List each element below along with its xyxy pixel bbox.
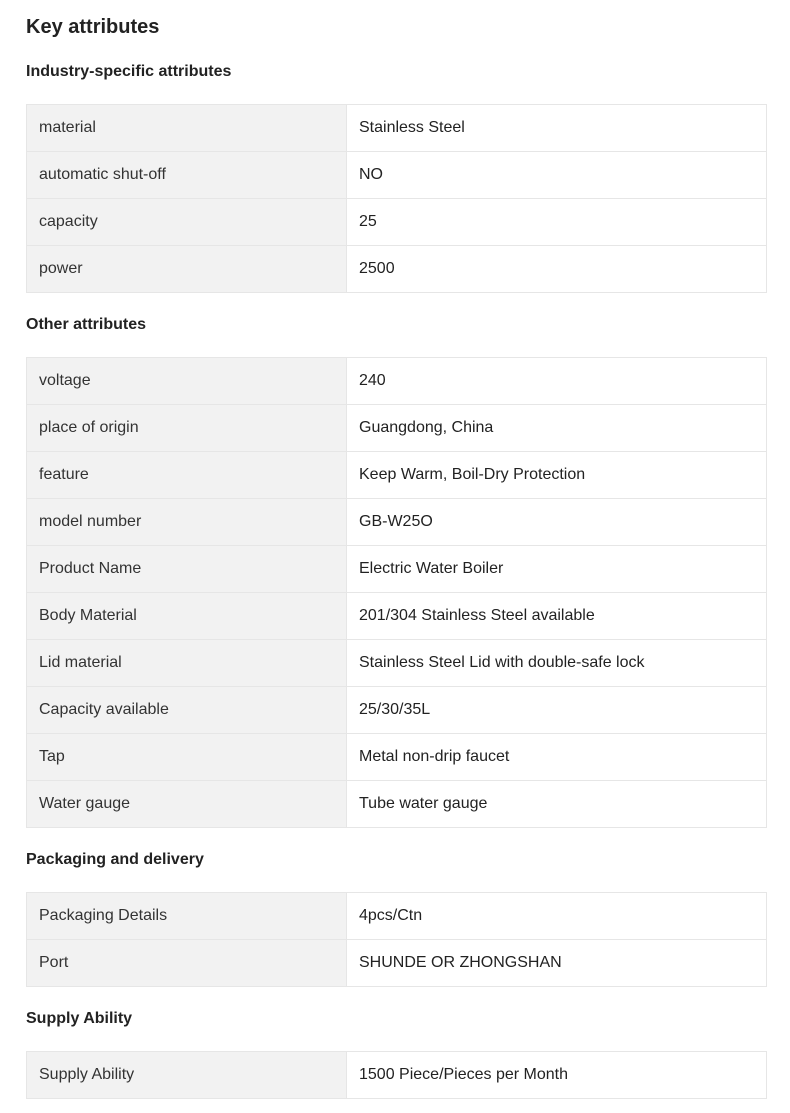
attributes-table-supply bbox=[26, 1051, 767, 1099]
attribute-key: automatic shut-off bbox=[27, 152, 347, 199]
attribute-key: Product Name bbox=[27, 546, 347, 593]
attribute-value: Stainless Steel Lid with double-safe lock bbox=[347, 640, 767, 687]
table-row bbox=[27, 734, 767, 781]
table-row bbox=[27, 105, 767, 152]
table-row bbox=[27, 246, 767, 293]
attribute-value: Stainless Steel bbox=[347, 105, 767, 152]
attribute-key: Packaging Details bbox=[27, 893, 347, 940]
attribute-value: Keep Warm, Boil-Dry Protection bbox=[347, 452, 767, 499]
attribute-value: 201/304 Stainless Steel available bbox=[347, 593, 767, 640]
table-row bbox=[27, 199, 767, 246]
attribute-key: Tap bbox=[27, 734, 347, 781]
attribute-key: power bbox=[27, 246, 347, 293]
section-title-industry: Industry-specific attributes bbox=[26, 63, 232, 80]
table-row bbox=[27, 499, 767, 546]
attribute-key: Capacity available bbox=[27, 687, 347, 734]
attribute-key: place of origin bbox=[27, 405, 347, 452]
attribute-value: 25 bbox=[347, 199, 767, 246]
attribute-value: 2500 bbox=[347, 246, 767, 293]
attribute-value: GB-W25O bbox=[347, 499, 767, 546]
attribute-value: NO bbox=[347, 152, 767, 199]
attribute-value: 25/30/35L bbox=[347, 687, 767, 734]
attribute-key: Water gauge bbox=[27, 781, 347, 828]
attribute-key: Lid material bbox=[27, 640, 347, 687]
attribute-key: Port bbox=[27, 940, 347, 987]
table-row bbox=[27, 1052, 767, 1099]
attributes-table-industry bbox=[26, 104, 767, 293]
attribute-key: voltage bbox=[27, 358, 347, 405]
table-row bbox=[27, 640, 767, 687]
table-row bbox=[27, 452, 767, 499]
attributes-table-packaging bbox=[26, 892, 767, 987]
attributes-table-other bbox=[26, 357, 767, 828]
attribute-value: 4pcs/Ctn bbox=[347, 893, 767, 940]
table-row bbox=[27, 781, 767, 828]
table-row bbox=[27, 358, 767, 405]
attribute-key: material bbox=[27, 105, 347, 152]
section-title-supply: Supply Ability bbox=[26, 1010, 133, 1027]
section-title-packaging: Packaging and delivery bbox=[26, 851, 204, 868]
attribute-value: Metal non-drip faucet bbox=[347, 734, 767, 781]
attribute-key: capacity bbox=[27, 199, 347, 246]
table-row bbox=[27, 593, 767, 640]
table-row bbox=[27, 546, 767, 593]
attribute-key: Body Material bbox=[27, 593, 347, 640]
table-row bbox=[27, 405, 767, 452]
attribute-value: 1500 Piece/Pieces per Month bbox=[347, 1052, 767, 1099]
attribute-value: SHUNDE OR ZHONGSHAN bbox=[347, 940, 767, 987]
attribute-key: model number bbox=[27, 499, 347, 546]
table-row bbox=[27, 687, 767, 734]
table-row bbox=[27, 940, 767, 987]
attribute-value: Tube water gauge bbox=[347, 781, 767, 828]
table-row bbox=[27, 152, 767, 199]
attribute-key: Supply Ability bbox=[27, 1052, 347, 1099]
page-title: Key attributes bbox=[26, 16, 160, 38]
section-title-other: Other attributes bbox=[26, 316, 147, 333]
attribute-value: 240 bbox=[347, 358, 767, 405]
attribute-value: Electric Water Boiler bbox=[347, 546, 767, 593]
table-row bbox=[27, 893, 767, 940]
attribute-key: feature bbox=[27, 452, 347, 499]
attribute-value: Guangdong, China bbox=[347, 405, 767, 452]
